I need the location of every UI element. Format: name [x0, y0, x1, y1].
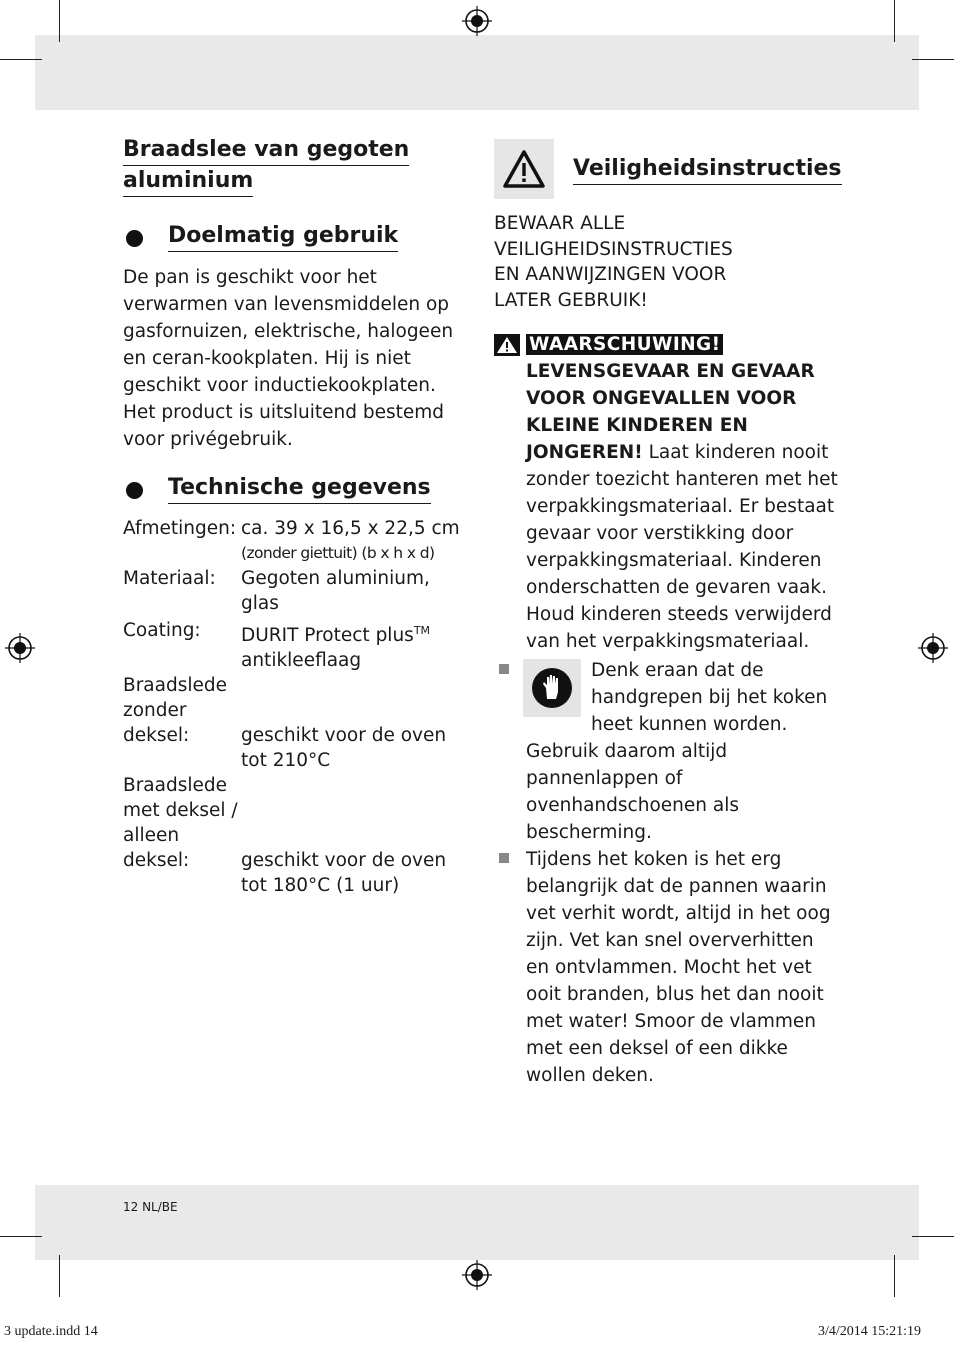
- warning-children: [494, 331, 839, 655]
- warning-triangle-icon: [494, 139, 554, 199]
- oven-glove-icon: [523, 659, 581, 717]
- spec-key-line: Braadslede: [123, 775, 227, 797]
- crop-mark: [59, 0, 60, 42]
- spec-key-line: Braadslede: [123, 675, 227, 697]
- bullet-oven-gloves: [494, 657, 839, 846]
- spec-value: [241, 566, 468, 616]
- right-column: [494, 135, 842, 1089]
- spec-key-line: alleen: [123, 825, 180, 847]
- title-line-1: Braadslee van gegoten: [123, 135, 409, 166]
- spec-key: [123, 749, 241, 898]
- bullet-text: Tijdens het koken is het erg belangrijk dat de pannen waarin vet verhit wordt, altijd in het oog zijn. Vet kan snel oververhitten en ontvlammen. Mocht het vet ooit branden, blus het dan nooit met water! Smoor de vlammen met een deksel of een dikke wollen deken.: [526, 849, 831, 1086]
- warning-text: Laat kinderen nooit zonder toezicht hanteren met het verpakkingsmateriaal. Er bestaat gevaar voor verstikking door verpakkingsmateriaal. Kinderen onderschatten de gevaren vaak. Houd kinderen steeds verwijderd van het verpakkingsmateriaal.: [526, 442, 838, 652]
- crop-mark: [59, 1255, 60, 1297]
- spec-key-line: zonder: [123, 700, 187, 722]
- heading-text: Veiligheidsinstructies: [573, 154, 842, 185]
- spec-key: Materiaal:: [123, 568, 216, 589]
- registration-mark-icon: [462, 6, 492, 36]
- date-slug: 3/4/2014 15:21:19: [818, 1324, 922, 1339]
- spec-key-line: deksel:: [123, 850, 190, 872]
- crop-mark: [894, 1255, 895, 1297]
- bullet-hot-fat: [494, 846, 839, 1089]
- notice-line: VEILIGHEIDSINSTRUCTIES: [494, 238, 733, 260]
- spec-key: Afmetingen:: [123, 518, 237, 539]
- square-bullet-icon: [499, 853, 509, 863]
- registration-mark-icon: [5, 633, 35, 663]
- crop-mark: [0, 1236, 42, 1237]
- title-line-2: aluminium: [123, 166, 253, 197]
- warning-tag: WAARSCHUWING!: [526, 334, 723, 355]
- spec-value-line: antikleeflaag: [241, 650, 362, 672]
- crop-mark: [912, 59, 954, 60]
- bullet-dot-icon: [126, 482, 143, 499]
- trademark-sup: TM: [413, 624, 431, 637]
- notice-line: BEWAAR ALLE: [494, 213, 626, 234]
- spec-value-line: Gegoten aluminium,: [241, 568, 430, 589]
- header-band: [35, 35, 919, 110]
- registration-mark-icon: [462, 1260, 492, 1290]
- spec-value-line: [241, 618, 468, 648]
- intended-use-paragraph: De pan is geschikt voor het verwarmen van levensmiddelen op gasfornuizen, elektrische, halogeen en ceran-kookplaten. Hij is niet geschikt voor inductiekookplaten. Het product is uitsluitend bestemd voor privégebruik.: [123, 267, 454, 450]
- left-column: [123, 135, 468, 898]
- section-heading-text: Doelmatig gebruik: [168, 221, 398, 252]
- spec-value-line: tot 180°C (1 uur): [241, 875, 400, 897]
- crop-mark: [894, 0, 895, 42]
- spec-row-material: [123, 566, 468, 616]
- spec-table: [123, 516, 468, 898]
- crop-mark: [912, 1236, 954, 1237]
- keep-instructions-notice: [494, 211, 839, 313]
- spec-row-coating: [123, 618, 468, 673]
- spec-key: Coating:: [123, 620, 201, 641]
- crop-mark: [0, 59, 42, 60]
- spec-row-with-lid: [123, 749, 468, 898]
- bullet-dot-icon: [126, 230, 143, 247]
- spec-value-line: ca. 39 x 16,5 x 22,5 cm: [241, 518, 460, 539]
- spec-value-line: tot 210°C: [241, 750, 331, 772]
- square-bullet-icon: [499, 664, 509, 674]
- coating-name: DURIT Protect plus: [241, 625, 414, 647]
- spec-value: [241, 618, 468, 673]
- spec-value: [241, 516, 468, 566]
- spec-value-line: geschikt voor de oven: [241, 850, 447, 872]
- registration-mark-icon: [918, 633, 948, 663]
- spec-value-line: (zonder giettuit) (b x h x d): [241, 544, 435, 562]
- spec-row-dimensions: [123, 516, 468, 566]
- footer-band: [35, 1185, 919, 1260]
- warning-small-icon: [494, 334, 520, 356]
- spec-key-line: deksel:: [123, 725, 190, 747]
- notice-line: EN AANWIJZINGEN VOOR: [494, 264, 727, 285]
- warning-bold-text: LEVENSGEVAAR EN GEVAAR VOOR ONGEVALLEN VOOR KLEINE KINDEREN EN JONGEREN!: [526, 361, 815, 463]
- spec-value-line: glas: [241, 593, 279, 614]
- section-heading-technical-data: [123, 473, 468, 504]
- page-number: 12 NL/BE: [123, 1200, 178, 1214]
- spec-value-line: geschikt voor de oven: [241, 725, 447, 747]
- file-slug: 3 update.indd 14: [4, 1324, 98, 1339]
- safety-heading-text: [573, 154, 842, 185]
- section-heading-text: Technische gegevens: [168, 473, 431, 504]
- document-title: [123, 135, 468, 197]
- section-heading-intended-use: [123, 221, 468, 252]
- bullet-text: Denk eraan dat de handgrepen bij het koken heet kunnen worden. Gebruik daarom altijd pannenlappen of ovenhandschoenen als bescherming.: [526, 660, 828, 843]
- spec-value: [241, 749, 468, 898]
- safety-heading: [494, 139, 842, 199]
- spec-key-line: met deksel /: [123, 800, 238, 822]
- notice-line: LATER GEBRUIK!: [494, 289, 648, 311]
